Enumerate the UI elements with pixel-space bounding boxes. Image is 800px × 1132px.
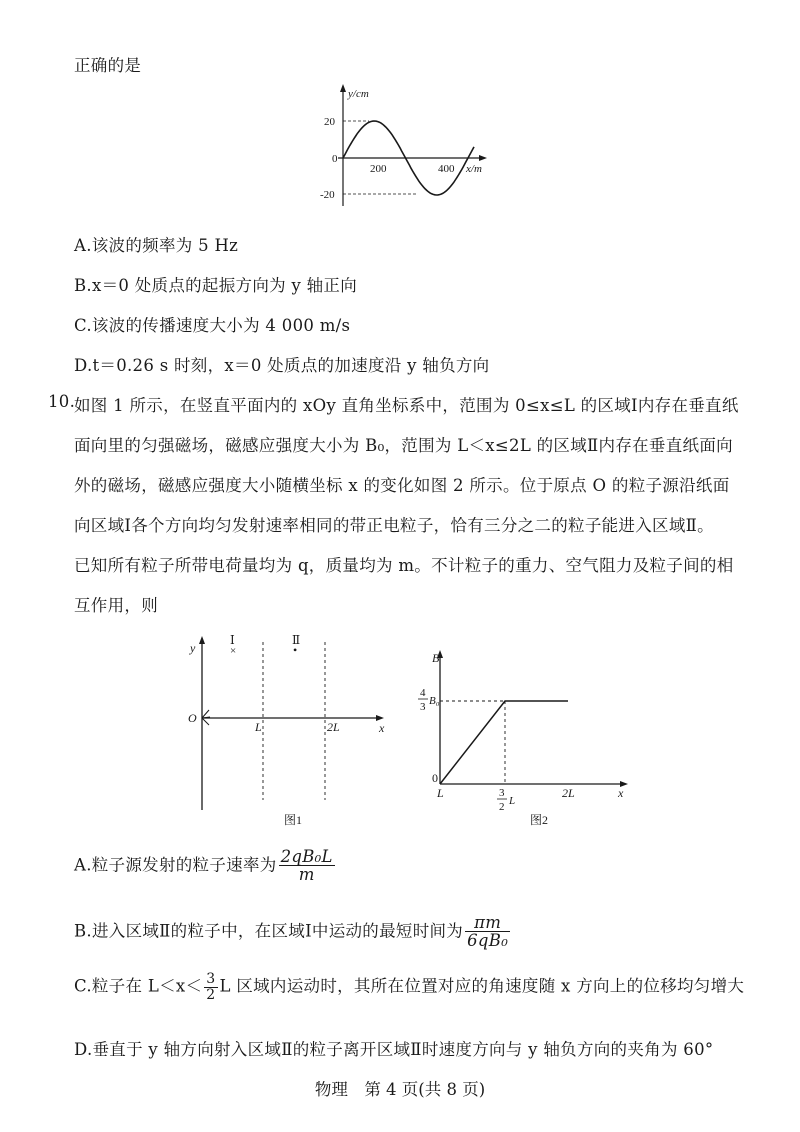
x-axis-arrow — [479, 155, 487, 161]
y-tick-neg20: -20 — [320, 189, 335, 201]
y-tick-20: 20 — [324, 116, 335, 128]
figure-1 — [180, 624, 400, 834]
q10-line-3: 外的磁场，磁感应强度大小随横坐标 x 的变化如图 2 所示。位于原点 O 的粒子源沿纸面 — [74, 476, 730, 495]
q10-option-b — [74, 914, 512, 950]
region-1-field-symbol: × — [230, 645, 237, 657]
wave-chart — [320, 80, 500, 212]
fig2-x-tick-2L: 2L — [562, 786, 575, 800]
y-axis-arrow — [340, 84, 346, 92]
x-tick-400: 400 — [438, 163, 455, 175]
fig1-origin-label: O — [188, 711, 197, 725]
q10-option-a-text: A.粒子源发射的粒子速率为 — [74, 855, 277, 875]
q10-line-1: 如图 1 所示，在竖直平面内的 xOy 直角坐标系中，范围为 0≤x≤L 的区域Ⅰ内存在垂直纸 — [74, 396, 739, 415]
fig1-tick-L: L — [255, 720, 262, 734]
figure-2 — [410, 644, 630, 834]
fig2-y-tick-sym: B₀ — [429, 695, 440, 707]
option-b: B.x＝0 处质点的起振方向为 y 轴正向 — [74, 276, 358, 295]
fig1-y-label: y — [190, 641, 196, 655]
fig1-tick-2L: 2L — [327, 720, 340, 734]
q10-option-b-fraction: $\frac{\pi m}{\text{6qB₀}}$ — [467, 913, 509, 951]
q10-option-c-text: C.粒子在 L＜x＜ — [74, 976, 203, 996]
fig2-y-label: B — [432, 651, 440, 665]
fig2-y-tick-den: 3 — [420, 701, 426, 713]
fig2-x-tick-den: 2 — [499, 801, 505, 813]
particle-source-arrows-icon — [202, 710, 210, 725]
fig1-x-label: x — [379, 721, 385, 735]
wave-chart-axes — [338, 84, 487, 206]
fig2-caption: 图2 — [530, 813, 549, 827]
fig2-x-tick-num: 3 — [499, 787, 505, 799]
fig1-y-arrow — [199, 636, 205, 644]
x-tick-200: 200 — [370, 163, 387, 175]
region-2-field-symbol: • — [293, 643, 298, 657]
q10-line-5: 已知所有粒子所带电荷量均为 q，质量均为 m。不计粒子的重力、空气阻力及粒子间的相 — [74, 556, 734, 575]
q10-option-c-text-tail: L 区域内运动时，其所在位置对应的角速度随 x 方向上的位移均匀增大 — [219, 976, 745, 996]
y-axis-label: y/cm — [348, 88, 369, 100]
fig1-caption: 图1 — [284, 813, 303, 827]
question-number: 10. — [48, 392, 76, 411]
option-d: D.t＝0.26 s 时刻，x＝0 处质点的加速度沿 y 轴负方向 — [74, 356, 490, 375]
question-stem-tail: 正确的是 — [74, 56, 142, 75]
q10-line-4: 向区域Ⅰ各个方向均匀发射速率相同的带正电粒子，恰有三分之二的粒子能进入区域Ⅱ。 — [74, 516, 714, 535]
page-footer: 物理 第 4 页(共 8 页) — [314, 1080, 486, 1099]
q10-option-b-text: B.进入区域Ⅱ的粒子中，在区域Ⅰ中运动的最短时间为 — [74, 921, 464, 941]
q10-option-a — [74, 848, 337, 884]
q10-line-6: 互作用，则 — [74, 596, 158, 615]
option-a: A.该波的频率为 5 Hz — [74, 236, 239, 255]
fig2-origin-label: 0 — [432, 771, 438, 785]
q10-option-a-fraction: $\frac{\text{2qB₀L}}{m}$ — [280, 847, 333, 885]
q10-line-2: 面向里的匀强磁场，磁感应强度大小为 B₀，范围为 L＜x≤2L 的区域Ⅱ内存在垂直纸面向 — [74, 436, 733, 455]
fig2-x-tick-L: L — [437, 786, 444, 800]
q10-option-d: D.垂直于 y 轴方向射入区域Ⅱ的粒子离开区域Ⅱ时速度方向与 y 轴负方向的夹角为 60° — [74, 1040, 714, 1059]
fig2-y-tick-num: 4 — [420, 687, 426, 699]
fig2-x-tick-sym: L — [509, 795, 516, 807]
x-axis-label: x/m — [466, 163, 482, 175]
q10-option-c-fraction: $\frac{3}{2}$ — [206, 971, 216, 1003]
y-tick-0: 0 — [332, 153, 338, 165]
fig2-x-label: x — [618, 786, 624, 800]
region-1-label: Ⅰ — [230, 633, 235, 647]
region-2-label: Ⅱ — [292, 633, 301, 647]
fig2-b-curve — [440, 701, 568, 784]
q10-option-c — [74, 972, 744, 1002]
option-c: C.该波的传播速度大小为 4 000 m/s — [74, 316, 351, 335]
